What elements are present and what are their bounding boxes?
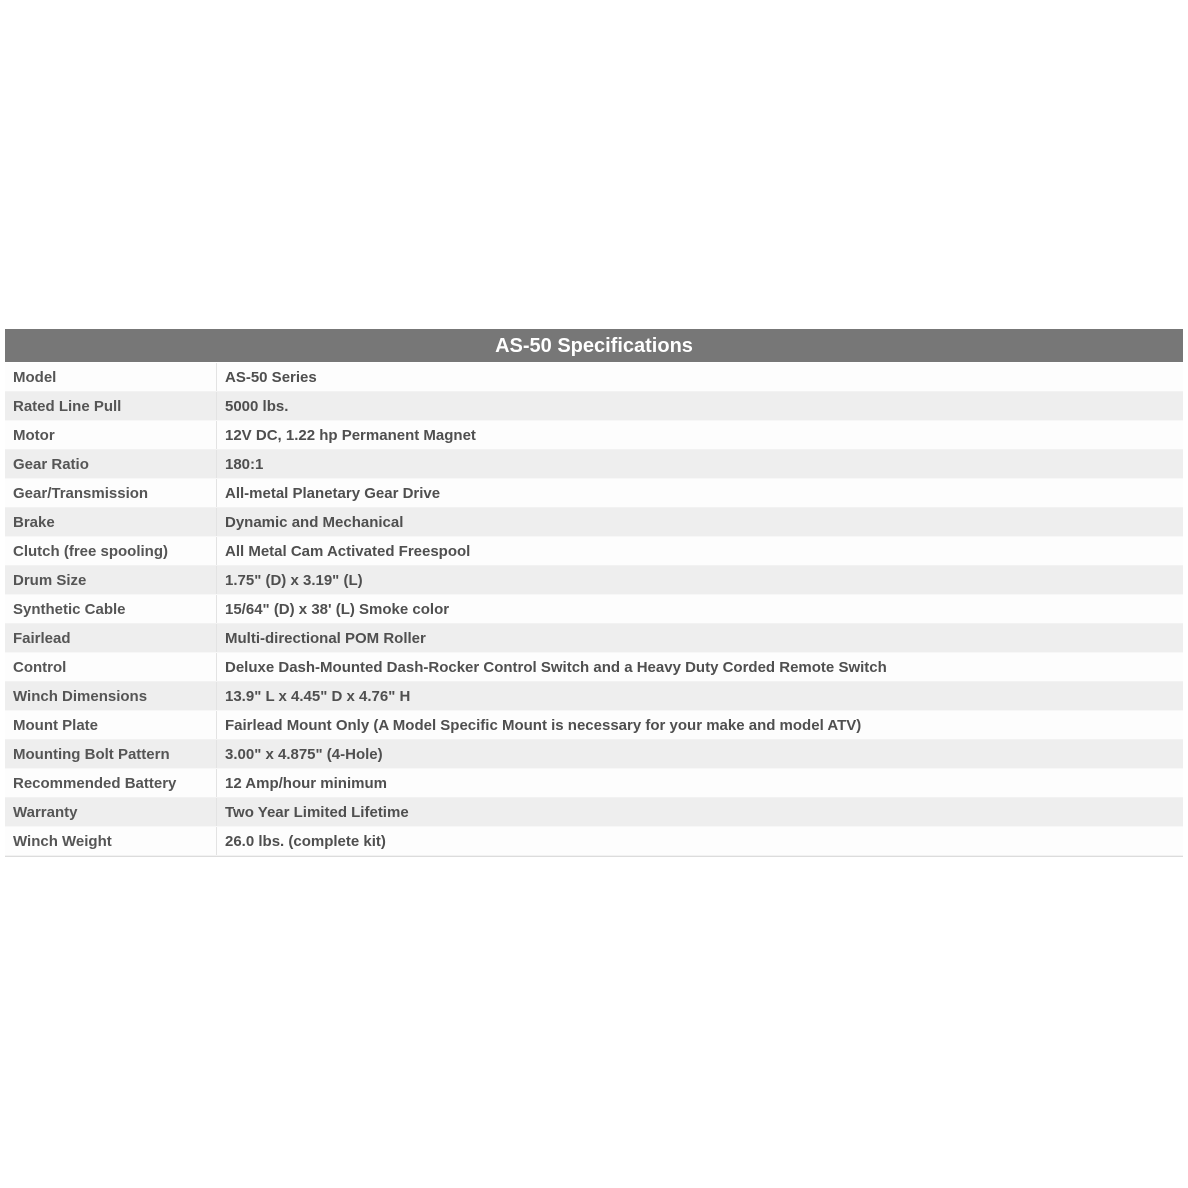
table-row — [5, 450, 1183, 479]
table-row — [5, 508, 1183, 537]
table-row — [5, 798, 1183, 827]
spec-label: Motor — [5, 421, 217, 449]
spec-value: 1.75" (D) x 3.19" (L) — [225, 571, 363, 589]
spec-label: Rated Line Pull — [5, 392, 217, 420]
spec-value: 15/64" (D) x 38' (L) Smoke color — [225, 600, 450, 618]
spec-value: 180:1 — [225, 455, 264, 473]
table-row — [5, 827, 1183, 856]
table-row — [5, 392, 1183, 421]
table-row — [5, 595, 1183, 624]
table-row — [5, 479, 1183, 508]
table-row — [5, 682, 1183, 711]
spec-label: Winch Dimensions — [5, 682, 217, 710]
spec-value: All Metal Cam Activated Freespool — [225, 542, 471, 560]
spec-value: Multi-directional POM Roller — [225, 629, 426, 647]
spec-value: Two Year Limited Lifetime — [225, 803, 409, 821]
spec-label: Recommended Battery — [5, 769, 217, 797]
specifications-table-title: AS-50 Specifications — [5, 329, 1183, 363]
table-row — [5, 711, 1183, 740]
spec-label: Brake — [5, 508, 217, 536]
spec-label: Control — [5, 653, 217, 681]
specifications-table — [5, 329, 1183, 857]
spec-table-body — [5, 363, 1183, 856]
spec-value: 3.00" x 4.875" (4-Hole) — [225, 745, 383, 763]
spec-label: Mount Plate — [5, 711, 217, 739]
spec-label: Synthetic Cable — [5, 595, 217, 623]
spec-label: Gear Ratio — [5, 450, 217, 478]
table-row — [5, 769, 1183, 798]
spec-label: Gear/Transmission — [5, 479, 217, 507]
spec-value: 5000 lbs. — [225, 397, 289, 415]
spec-value: 13.9" L x 4.45" D x 4.76" H — [225, 687, 411, 705]
spec-value: 26.0 lbs. (complete kit) — [225, 832, 386, 850]
table-row — [5, 740, 1183, 769]
spec-value: Dynamic and Mechanical — [225, 513, 404, 531]
table-row — [5, 566, 1183, 595]
spec-label: Mounting Bolt Pattern — [5, 740, 217, 768]
spec-value: 12 Amp/hour minimum — [225, 774, 387, 792]
spec-value: AS-50 Series — [225, 368, 317, 386]
spec-label: Model — [5, 363, 217, 391]
table-row — [5, 537, 1183, 566]
table-row — [5, 653, 1183, 682]
spec-label: Drum Size — [5, 566, 217, 594]
spec-value: All-metal Planetary Gear Drive — [225, 484, 441, 502]
table-row — [5, 421, 1183, 450]
table-row — [5, 363, 1183, 392]
spec-value: Fairlead Mount Only (A Model Specific Mount is necessary for your make and model ATV) — [225, 716, 862, 734]
spec-value: Deluxe Dash-Mounted Dash-Rocker Control Switch and a Heavy Duty Corded Remote Switch — [225, 658, 887, 676]
spec-label: Fairlead — [5, 624, 217, 652]
spec-label: Clutch (free spooling) — [5, 537, 217, 565]
spec-label: Warranty — [5, 798, 217, 826]
spec-label: Winch Weight — [5, 827, 217, 855]
spec-value: 12V DC, 1.22 hp Permanent Magnet — [225, 426, 476, 444]
table-row — [5, 624, 1183, 653]
